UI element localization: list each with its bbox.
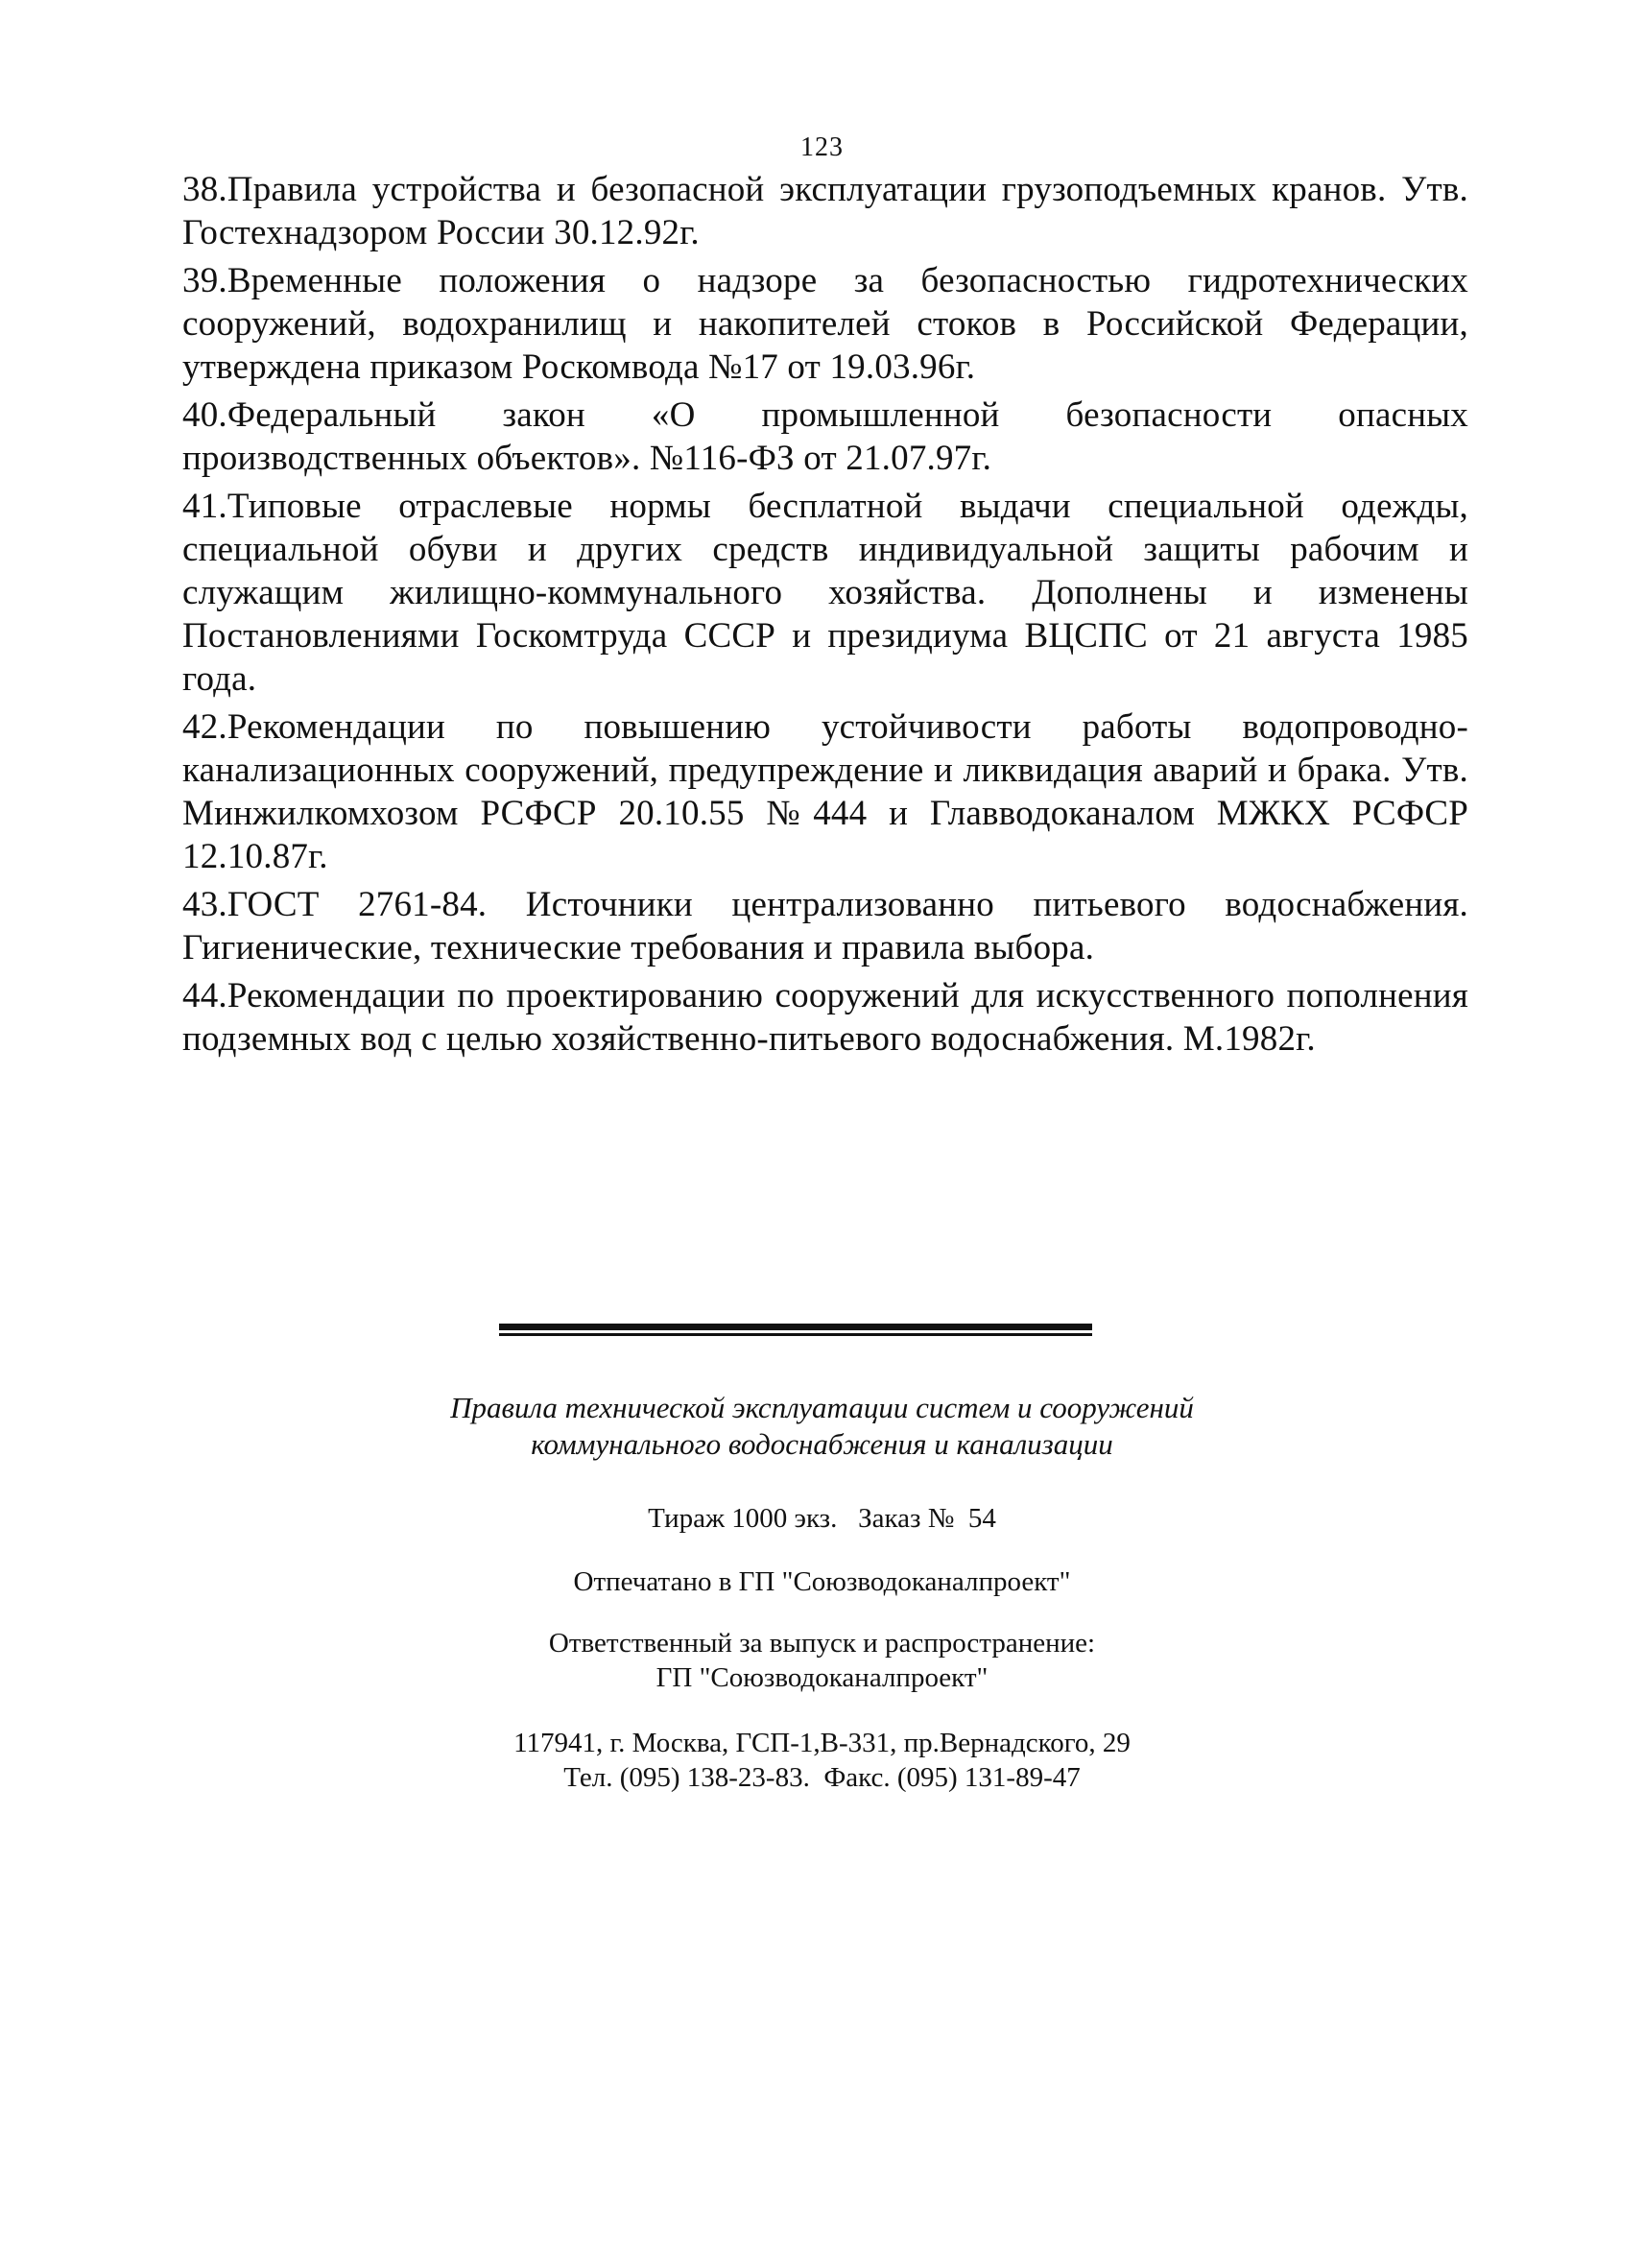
imprint-phone-fax: Тел. (095) 138-23-83. Факс. (095) 131-89-47 [563, 1762, 1081, 1793]
imprint-circulation: Тираж 1000 экз. Заказ № 54 [648, 1503, 996, 1534]
reference-item-41: 41.Типовые отраслевые нормы бесплатной выдачи специальной одежды, специальной обуви и других средств индивидуальной защиты рабочим и служащим жилищно-коммунального хозяйства. Дополнены и изменены Постановлениями Госкомтруда СССР и президиума ВЦСПС от 21 августа 1985 года. [182, 487, 1468, 699]
reference-item-43: 43.ГОСТ 2761-84. Источники централизованно питьевого водоснабжения. Гигиенические, технические требования и правила выбора. [182, 885, 1468, 967]
divider-rule-thick [499, 1324, 1092, 1330]
page-number: 123 [800, 132, 844, 162]
imprint-address: 117941, г. Москва, ГСП-1,В-331, пр.Вернадского, 29 [513, 1728, 1131, 1758]
reference-list [182, 168, 1468, 1065]
imprint-responsible-label: Ответственный за выпуск и распространение: [548, 1628, 1096, 1659]
imprint-title-line2: коммунального водоснабжения и канализации [531, 1427, 1113, 1461]
reference-item-39: 39.Временные положения о надзоре за безопасностью гидротехнических сооружений, водохранилищ и накопителей стоков в Российской Федерации, утверждена приказом Роскомвода №17 от 19.03.96г. [182, 261, 1468, 387]
reference-item-40: 40.Федеральный закон «О промышленной безопасности опасных производственных объектов». №116-ФЗ от 21.07.97г. [182, 395, 1468, 478]
reference-item-38: 38.Правила устройства и безопасной эксплуатации грузоподъемных кранов. Утв. Гостехнадзором России 30.12.92г. [182, 170, 1468, 252]
imprint-printed-at: Отпечатано в ГП "Союзводоканалпроект" [573, 1566, 1071, 1597]
reference-item-42: 42.Рекомендации по повышению устойчивости работы водопроводно-канализационных сооружений, предупреждение и ликвидация аварий и брака. Утв. Минжилкомхозом РСФСР 20.10.55 №444 и Главводоканалом МЖКХ РСФСР 12.10.87г. [182, 707, 1468, 876]
imprint-block [0, 1390, 1644, 1795]
reference-item-44: 44.Рекомендации по проектированию сооружений для искусственного пополнения подземных вод с целью хозяйственно-питьевого водоснабжения. М.1982г. [182, 976, 1468, 1059]
imprint-responsible-org: ГП "Союзводоканалпроект" [655, 1662, 989, 1693]
imprint-title-line1: Правила технической эксплуатации систем и сооружений [450, 1391, 1194, 1424]
divider-rule-thin [499, 1333, 1092, 1336]
